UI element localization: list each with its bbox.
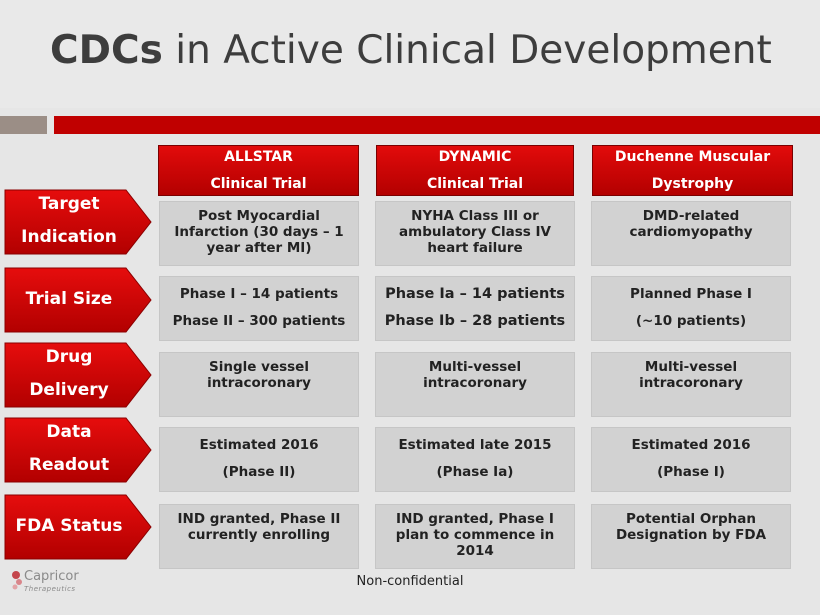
cell-text-line: Multi-vessel xyxy=(644,359,738,375)
table-cell xyxy=(375,352,575,417)
column-header-2 xyxy=(376,145,574,196)
cell-text-line: Single vessel xyxy=(209,359,309,375)
slide-title-rest: in Active Clinical Development xyxy=(162,28,772,73)
table-cell xyxy=(375,427,575,492)
footer-note: Non-confidential xyxy=(356,574,464,589)
cell-text-line: Infarction (30 days – 1 xyxy=(174,224,344,240)
cell-text-line: 2014 xyxy=(456,543,494,559)
row-header-label: Data xyxy=(46,422,92,442)
row-header-label: Indication xyxy=(21,227,117,247)
cell-text-line: Phase Ia – 14 patients xyxy=(385,286,565,302)
column-header-line: Clinical Trial xyxy=(426,175,524,192)
cell-text-line: (Phase II) xyxy=(222,464,296,480)
cell-text-line: (Phase I) xyxy=(657,464,725,480)
slide-title-bold: CDCs xyxy=(50,28,163,73)
row-header-label: Readout xyxy=(28,455,110,475)
cell-text-line: intracoronary xyxy=(207,375,311,391)
table-cell xyxy=(591,352,791,417)
column-header-line: Dystrophy xyxy=(651,175,734,192)
row-header-label: Delivery xyxy=(29,380,109,400)
cell-text-line: IND granted, Phase II xyxy=(177,511,341,527)
row-header-label: Target xyxy=(38,194,100,214)
cell-text-line: Estimated 2016 xyxy=(199,437,319,453)
table-cell xyxy=(591,201,791,266)
row-header-3 xyxy=(4,342,152,406)
cell-text-line: Potential Orphan xyxy=(625,511,757,527)
cell-text-line: intracoronary xyxy=(639,375,743,391)
cell-text-line: Estimated 2016 xyxy=(631,437,751,453)
logo-subtitle: Therapeutics xyxy=(24,585,76,593)
column-header-3 xyxy=(592,145,793,196)
cell-text-line: Multi-vessel xyxy=(428,359,522,375)
row-header-2 xyxy=(4,267,152,331)
cell-text-line: NYHA Class III or xyxy=(411,208,539,224)
column-header-line: Duchenne Muscular xyxy=(614,148,771,165)
cell-text-line: intracoronary xyxy=(423,375,527,391)
cell-text-line: Phase Ib – 28 patients xyxy=(384,313,566,329)
row-header-label: Trial Size xyxy=(25,288,113,309)
slide-title xyxy=(50,28,810,73)
row-header-4 xyxy=(4,417,152,481)
cell-text-line: Phase I – 14 patients xyxy=(179,286,339,302)
cell-text-line: Post Myocardial xyxy=(198,208,320,224)
cell-text-line: (Phase Ia) xyxy=(436,464,514,480)
divider-red xyxy=(54,116,820,134)
cell-text-line: Designation by FDA xyxy=(615,527,767,543)
row-header-label: Drug xyxy=(45,347,93,367)
table-cell xyxy=(591,427,791,492)
cell-text-line: IND granted, Phase I xyxy=(396,511,554,527)
table-cell xyxy=(159,276,359,341)
cell-text-line: Estimated late 2015 xyxy=(398,437,552,453)
cell-text-line: (~10 patients) xyxy=(635,313,747,329)
table-cell xyxy=(375,201,575,266)
column-header-line: ALLSTAR xyxy=(224,148,293,165)
divider-grey xyxy=(0,116,47,134)
row-header-5 xyxy=(4,494,152,558)
cell-text-line: cardiomyopathy xyxy=(629,224,753,240)
table-cell xyxy=(591,504,791,569)
title-area xyxy=(0,0,820,108)
column-header-1 xyxy=(158,145,359,196)
table-cell xyxy=(159,427,359,492)
table-cell xyxy=(159,201,359,266)
column-header-line: Clinical Trial xyxy=(210,175,307,192)
row-header-1 xyxy=(4,189,152,253)
cell-text-line: ambulatory Class IV xyxy=(399,224,551,240)
table-cell xyxy=(375,276,575,341)
cell-text-line: DMD-related xyxy=(642,208,740,224)
table-cell xyxy=(159,504,359,569)
table-cell xyxy=(591,276,791,341)
row-header-label: FDA Status xyxy=(15,515,123,536)
logo-name: Capricor xyxy=(24,569,79,584)
cell-text-line: Planned Phase I xyxy=(630,286,752,302)
cell-text-line: heart failure xyxy=(427,240,523,256)
cell-text-line: year after MI) xyxy=(206,240,312,256)
column-header-line: DYNAMIC xyxy=(438,148,512,165)
cell-text-line: Phase II – 300 patients xyxy=(172,313,346,329)
cell-text-line: currently enrolling xyxy=(187,527,331,543)
cell-text-line: plan to commence in xyxy=(395,527,555,543)
table-cell xyxy=(159,352,359,417)
table-cell xyxy=(375,504,575,569)
